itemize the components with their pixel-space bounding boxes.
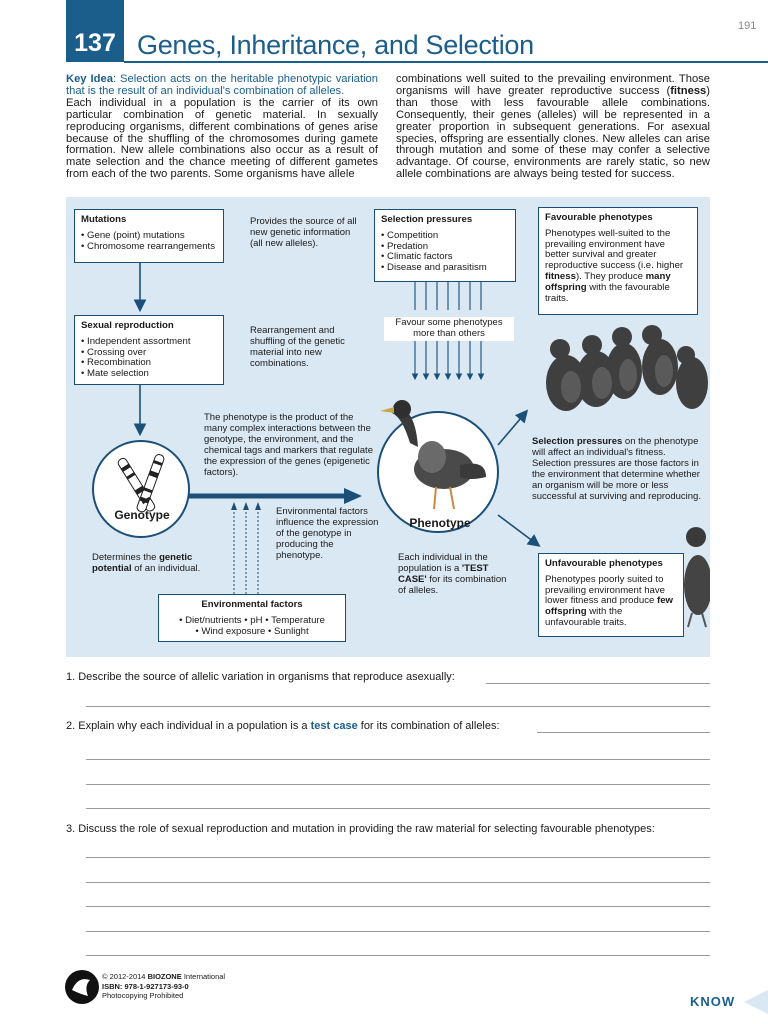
inheritance-diagram bbox=[66, 197, 710, 657]
answer-line[interactable] bbox=[86, 906, 710, 907]
selection-pressures-note: Selection pressures on the phenotype will affect an individual's fitness. Selection pressures are those factors in the environment that determine whether an organism will be more or less successful at surviving and reproducing. bbox=[532, 436, 701, 502]
answer-line[interactable] bbox=[86, 706, 710, 707]
answer-line[interactable] bbox=[86, 857, 710, 858]
question-1: 1. Describe the source of allelic variation in organisms that reproduce asexually: bbox=[66, 671, 455, 683]
single-duckling bbox=[684, 527, 710, 627]
answer-line[interactable] bbox=[86, 808, 710, 809]
question-3: 3. Discuss the role of sexual reproduction and mutation in providing the raw material for selecting favourable phenotypes: bbox=[66, 823, 655, 835]
favourable-phenotypes-box: Favourable phenotypes Phenotypes well-suited to the prevailing environment have better survival and greater reproductive success (i.e. higher fitness). They produce many offspring with the favourable traits. bbox=[538, 207, 698, 315]
answer-line[interactable] bbox=[86, 882, 710, 883]
title-rule bbox=[124, 61, 768, 63]
footer-copyright: © 2012-2014 BIOZONE International ISBN: 978-1-927173-93-0 Photocopying Prohibited bbox=[102, 972, 226, 1000]
answer-line[interactable] bbox=[486, 683, 710, 684]
genotype-label: Genotype bbox=[114, 508, 170, 522]
answer-line[interactable] bbox=[537, 732, 710, 733]
phenotype-label: Phenotype bbox=[409, 516, 471, 530]
environmental-factors-box: Environmental factors • Diet/nutrients • pH • Temperature • Wind exposure • Sunlight bbox=[158, 594, 346, 642]
page-corner-icon bbox=[744, 990, 768, 1014]
question-2: 2. Explain why each individual in a population is a test case for its combination of alleles: bbox=[66, 720, 500, 732]
answer-line[interactable] bbox=[86, 759, 710, 760]
activity-number: 137 bbox=[66, 0, 124, 62]
answer-line[interactable] bbox=[86, 955, 710, 956]
test-case-note: Each individual in the population is a 'TEST CASE' for its combination of alleles. bbox=[398, 552, 507, 596]
unfavourable-phenotypes-box: Unfavourable phenotypes Phenotypes poorly suited to prevailing environment have lower fitness and produce few offspring with the unfavourable traits. bbox=[538, 553, 684, 637]
intro-right-column: combinations well suited to the prevailing environment. Those organisms will have greater reproductive success (fitness) than those with less favourable allele combinations. Consequently, their genes (alleles) will be represented in a greater proportion in subsequent generations. For asexual species, offspring are essentially clones. New alleles can arise through mutation and some of these may confer a selective advantage. Of course, environments are rarely static, so new allele combinations are always being tested for success. bbox=[396, 73, 710, 181]
phenotype-product-note: The phenotype is the product of the many complex interactions between the genotype, the environment, and the chemical tags and markers that regulate the expression of the genes (epigenetic factors). bbox=[204, 412, 373, 478]
selection-pressures-box: Selection pressures • Competition • Predation • Climatic factors • Disease and parasitism bbox=[374, 209, 516, 282]
know-tag: KNOW bbox=[690, 994, 736, 1009]
key-idea: Key Idea: Selection acts on the heritable phenotypic variation that is the result of an individual's combination of alleles. bbox=[66, 73, 378, 97]
answer-line[interactable] bbox=[86, 931, 710, 932]
favour-note: Favour some phenotypes more than others bbox=[384, 317, 514, 341]
environmental-influence-note: Environmental factors influence the expression of the genotype in producing the phenotype. bbox=[276, 506, 379, 561]
page-title: Genes, Inheritance, and Selection bbox=[137, 30, 534, 60]
biozone-logo-icon bbox=[64, 968, 100, 1006]
sexual-reproduction-note: Rearrangement and shuffling of the genetic material into new combinations. bbox=[250, 325, 345, 369]
intro-left-column bbox=[66, 74, 378, 181]
answer-line[interactable] bbox=[86, 784, 710, 785]
intro-left-text: Each individual in a population is the carrier of its own particular combination of genetic material. In sexually reproducing organisms, different combinations of genes arise because of the shuffling of the chromosomes during gamete formation. New allele combinations also occur as a result of mate selection and the chance meeting of different gametes from each of the two parents. Some organisms have allele bbox=[66, 96, 378, 181]
sexual-reproduction-box: Sexual reproduction • Independent assortment • Crossing over • Recombination • Mate selection bbox=[74, 315, 224, 385]
mutations-box: Mutations • Gene (point) mutations • Chromosome rearrangements bbox=[74, 209, 224, 263]
page-number: 191 bbox=[738, 20, 757, 32]
genetic-potential-note: Determines the genetic potential of an individual. bbox=[92, 552, 201, 574]
mutations-note: Provides the source of all new genetic information (all new alleles). bbox=[250, 216, 357, 249]
